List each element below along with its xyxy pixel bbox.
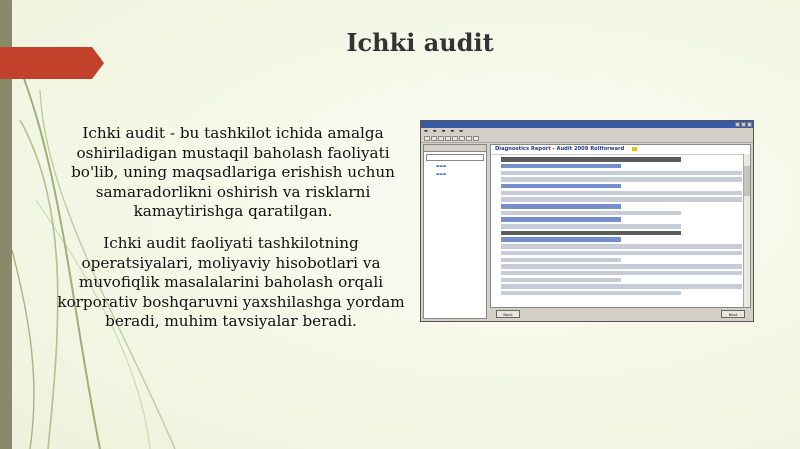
window-toolbar [421, 134, 753, 143]
report-line [501, 291, 681, 296]
paragraph-definition: Ichki audit - bu tashkilot ichida amalga oshiriladigan mustaqil baholash faoliyati bo'lib, uning maqsadlariga erishish uchun samaradorlikni oshirish va risklarni kamaytirishga qaratilgan. [71, 124, 395, 220]
report-title-text: Diagnostics Report - Audit 2009 Rollforward [495, 146, 625, 152]
report-line [501, 224, 681, 229]
report-line [501, 237, 621, 242]
report-line [501, 231, 681, 236]
report-line [501, 164, 621, 169]
slide-title: Ichki audit [346, 28, 494, 57]
report-line [501, 251, 742, 256]
report-line [501, 191, 742, 196]
report-line [501, 217, 621, 222]
back-button: Back [496, 310, 520, 318]
report-line [501, 271, 742, 276]
title-accent-tab [0, 47, 104, 79]
report-line [501, 244, 742, 249]
pin-icon [632, 147, 637, 151]
report-line [501, 264, 742, 269]
report-line [501, 177, 742, 182]
navigation-pane-header [424, 145, 486, 152]
report-line [501, 157, 681, 162]
report-line [501, 278, 621, 283]
window-title-bar [421, 121, 753, 128]
report-line [501, 197, 742, 202]
report-line [501, 204, 621, 209]
window-control-buttons [734, 122, 752, 129]
report-line [501, 211, 681, 216]
report-line [501, 284, 742, 289]
embedded-screenshot-window [420, 120, 754, 322]
navigation-pane [423, 144, 487, 319]
navigation-select [426, 154, 484, 161]
report-pane [490, 144, 751, 308]
navigation-item: ▬▬▬ [436, 171, 447, 176]
window-menu-bar: ▬ ▬ ▬ ▬ ▬ [424, 128, 463, 133]
report-scrollbar [743, 154, 750, 308]
report-line [501, 171, 742, 176]
report-line [501, 184, 621, 189]
next-button: Next [721, 310, 745, 318]
navigation-item: ▬▬▬ [436, 164, 447, 168]
report-line [501, 258, 621, 263]
paragraph-purpose: Ichki audit faoliyati tashkilotning operatsiyalari, moliyaviy hisobotlari va muvofiqlik masalalarini baholash orqali korporativ boshqaruvni yaxshilashga yordam beradi, muhim tavsiyalar beradi. [57, 234, 405, 330]
report-title [491, 145, 750, 155]
